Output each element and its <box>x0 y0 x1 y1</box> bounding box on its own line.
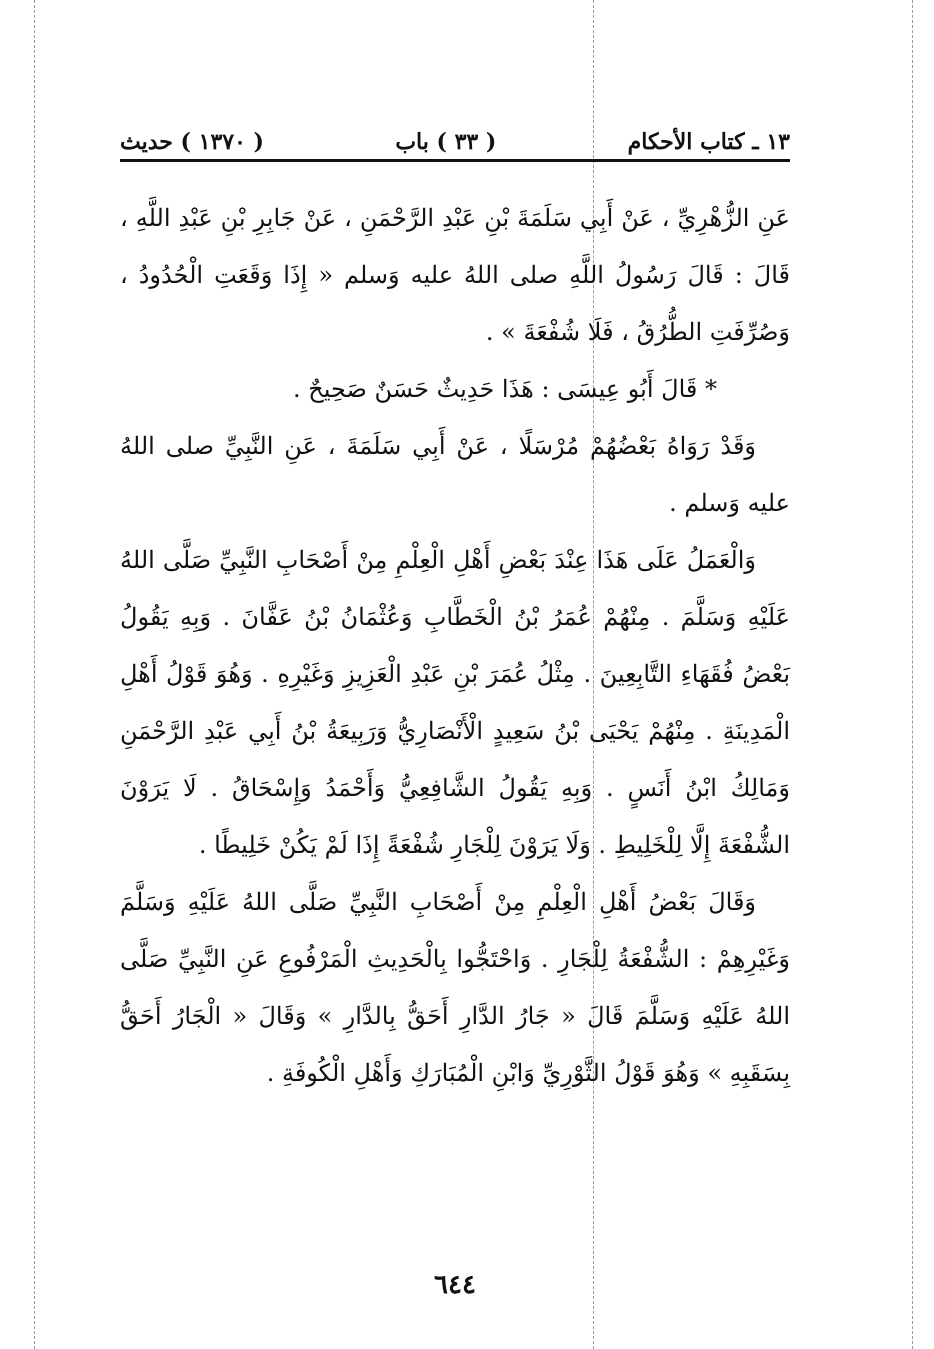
header-book-title: ١٣ ـ كتاب الأحكام <box>627 129 790 155</box>
commentary-paragraph-1: وَقَدْ رَوَاهُ بَعْضُهُمْ مُرْسَلًا ، عَنْ أَبِي سَلَمَةَ ، عَنِ النَّبِيِّ صلى اللهُ عليه وَسلم . <box>120 432 790 517</box>
header-hadith-number: ( ١٣٧٠ ) حديث <box>120 129 264 155</box>
page-number: ٦٤٤ <box>434 1270 476 1300</box>
commentary-paragraph-2: وَالْعَمَلُ عَلَى هَذَا عِنْدَ بَعْضِ أَهْلِ الْعِلْمِ مِنْ أَصْحَابِ النَّبِيِّ صَلَّى اللهُ عَلَيْهِ وَسَلَّمَ . مِنْهُمْ عُمَرُ بْنُ الْخَطَّابِ وَعُثْمَانُ بْنُ عَفَّانَ . وَبِهِ يَقُولُ بَعْضُ فُقَهَاءِ التَّابِعِينَ . مِثْلُ عُمَرَ بْنِ عَبْدِ الْعَزِيزِ وَغَيْرِهِ . وَهُوَ قَوْلُ أَهْلِ الْمَدِينَةِ . مِنْهُمْ يَحْيَى بْنُ سَعِيدٍ الْأَنْصَارِيُّ وَرَبِيعَةُ بْنُ أَبِي عَبْدِ الرَّحْمَنِ وَمَالِكُ ابْنُ أَنَسٍ . وَبِهِ يَقُولُ الشَّافِعِيُّ وَأَحْمَدُ وَإِسْحَاقُ . لَا يَرَوْنَ الشُّفْعَةَ إِلَّا لِلْخَلِيطِ . وَلَا يَرَوْنَ لِلْجَارِ شُفْعَةً إِذَا لَمْ يَكُنْ خَلِيطًا . <box>120 546 790 859</box>
running-header <box>120 100 790 162</box>
page-body <box>120 190 790 1102</box>
commentary-paragraph-3: وَقَالَ بَعْضُ أَهْلِ الْعِلْمِ مِنْ أَصْحَابِ النَّبِيِّ صَلَّى اللهُ عَلَيْهِ وَسَلَّمَ وَغَيْرِهِمْ : الشُّفْعَةُ لِلْجَارِ . وَاحْتَجُّوا بِالْحَدِيثِ الْمَرْفُوعِ عَنِ النَّبِيِّ صَلَّى اللهُ عَلَيْهِ وَسَلَّمَ قَالَ « جَارُ الدَّارِ أَحَقُّ بِالدَّارِ » وَقَالَ « الْجَارُ أَحَقُّ بِسَقَبِهِ » وَهُوَ قَوْلُ الثَّوْرِيِّ وَابْنِ الْمُبَارَكِ وَأَهْلِ الْكُوفَةِ . <box>120 888 790 1087</box>
grading-line: * قَالَ أَبُو عِيسَى : هَذَا حَدِيثٌ حَسَنٌ صَحِيحٌ . <box>292 375 718 403</box>
hadith-text: عَنِ الزُّهْرِيِّ ، عَنْ أَبِي سَلَمَةَ بْنِ عَبْدِ الرَّحْمَنِ ، عَنْ جَابِرِ بْنِ عَبْدِ اللَّهِ ، قَالَ : قَالَ رَسُولُ اللَّهِ صلى اللهُ عليه وَسلم « إِذَا وَقَعَتِ الْحُدُودُ ، وَصُرِّفَتِ الطُّرُقُ ، فَلَا شُفْعَةَ » . <box>120 204 790 346</box>
book-page <box>120 100 790 1300</box>
header-chapter: ( ٣٣ ) باب <box>395 129 497 155</box>
guide-line-right <box>912 0 913 1349</box>
guide-line-left <box>34 0 35 1349</box>
